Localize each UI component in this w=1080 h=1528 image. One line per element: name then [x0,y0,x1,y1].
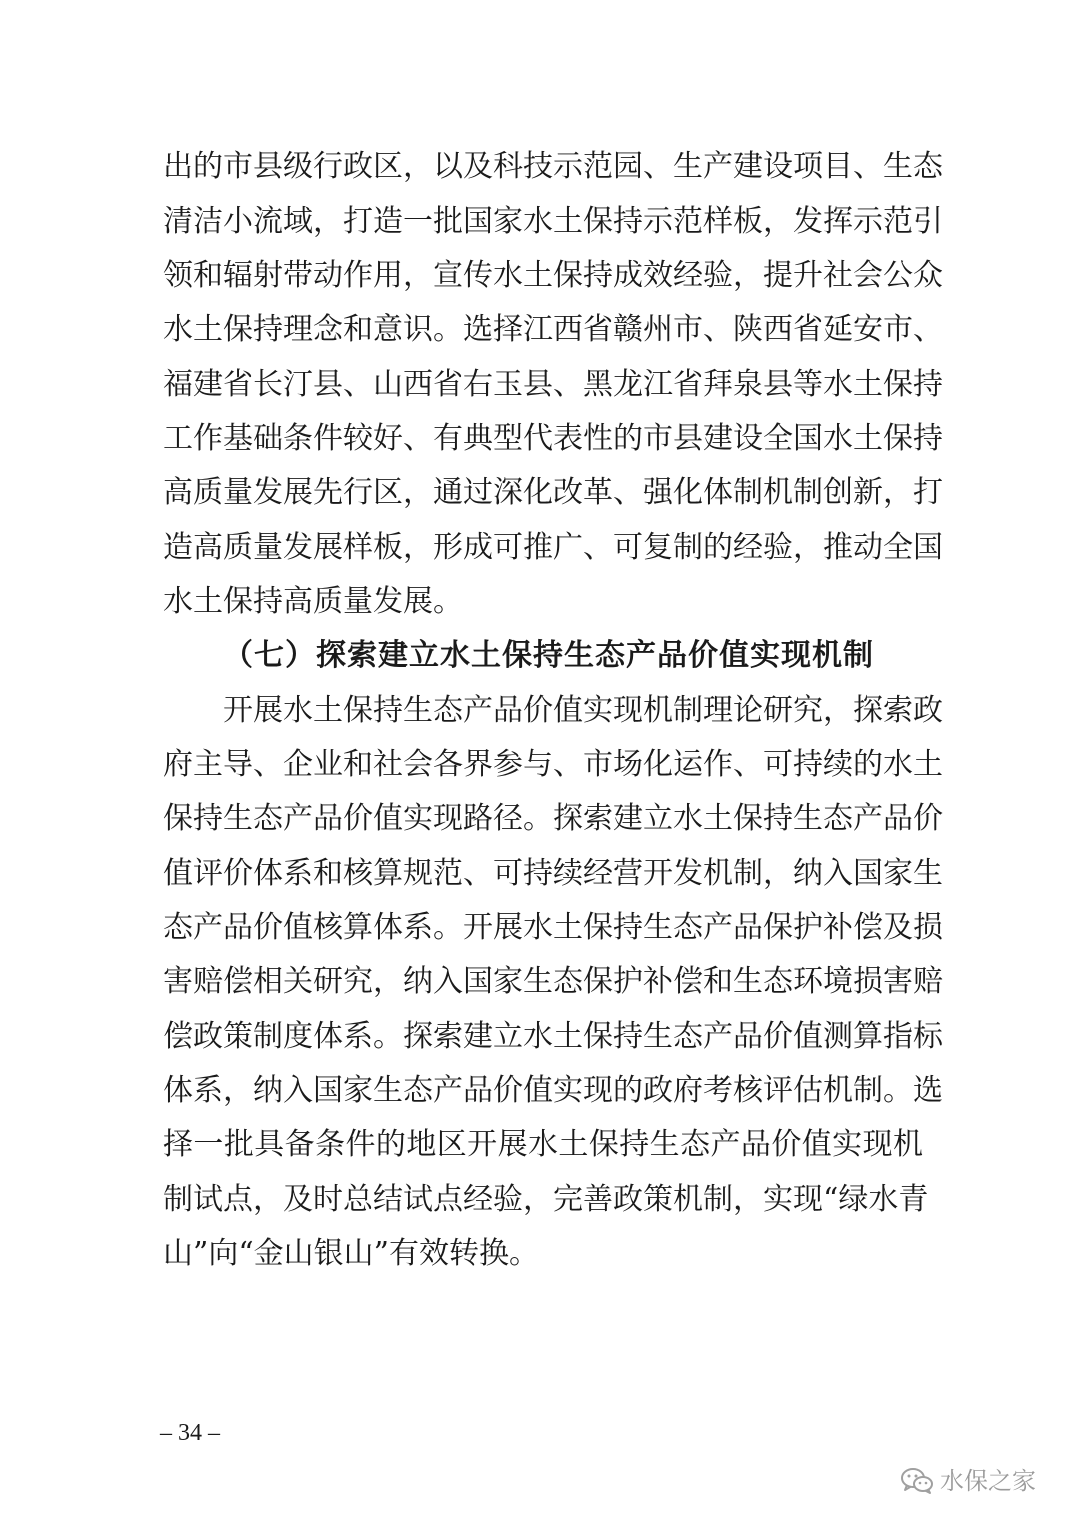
paragraph-line: 领和辐射带动作用，宣传水土保持成效经验，提升社会公众 [163,258,943,293]
watermark [900,1466,1036,1496]
paragraph-line: 值评价体系和核算规范、可持续经营开发机制，纳入国家生 [163,856,943,891]
paragraph-line: 高质量发展先行区，通过深化改革、强化体制机制创新，打 [163,475,943,510]
paragraph-line: 工作基础条件较好、有典型代表性的市县建设全国水土保持 [163,421,943,456]
paragraph-line: 山”向“金山银山”有效转换。 [163,1236,540,1271]
paragraph-line: 清洁小流域，打造一批国家水土保持示范样板，发挥示范引 [163,204,943,239]
paragraph-line: 开展水土保持生态产品价值实现机制理论研究，探索政 [223,693,943,728]
paragraph-line: 出的市县级行政区，以及科技示范园、生产建设项目、生态 [163,149,943,184]
paragraph-line: 福建省长汀县、山西省右玉县、黑龙江省拜泉县等水土保持 [163,367,943,402]
paragraph-line: 水土保持理念和意识。选择江西省赣州市、陕西省延安市、 [163,312,943,347]
paragraph-line: 府主导、企业和社会各界参与、市场化运作、可持续的水土 [163,747,943,782]
page-number: – 34 – [160,1420,220,1446]
watermark-text: 水保之家 [940,1467,1036,1495]
paragraph-line: 偿政策制度体系。探索建立水土保持生态产品价值测算指标 [163,1019,943,1054]
paragraph-line: 造高质量发展样板，形成可推广、可复制的经验，推动全国 [163,530,943,565]
paragraph-line: 害赔偿相关研究，纳入国家生态保护补偿和生态环境损害赔 [163,964,943,999]
paragraph-line: 制试点，及时总结试点经验，完善政策机制，实现“绿水青 [163,1182,929,1217]
paragraph-line: 体系，纳入国家生态产品价值实现的政府考核评估机制。选 [163,1073,943,1108]
paragraph-line: 保持生态产品价值实现路径。探索建立水土保持生态产品价 [163,801,943,836]
section-heading: （七）探索建立水土保持生态产品价值实现机制 [223,638,874,673]
paragraph-line: 择一批具备条件的地区开展水土保持生态产品价值实现机 [163,1127,923,1162]
paragraph-line: 态产品价值核算体系。开展水土保持生态产品保护补偿及损 [163,910,943,945]
paragraph-line: 水土保持高质量发展。 [163,584,463,619]
wechat-icon [900,1467,934,1495]
